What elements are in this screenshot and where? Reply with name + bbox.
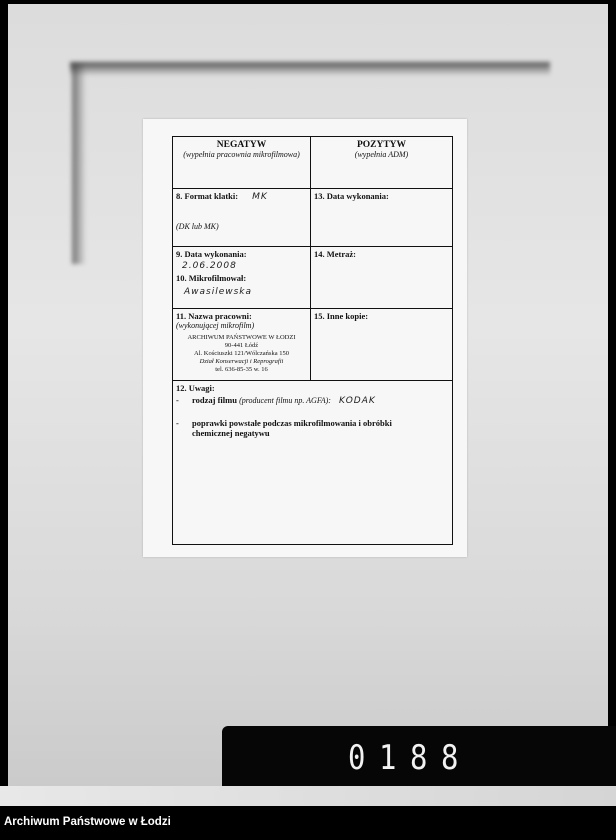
field-13-label: 13. Data wykonania: [314,191,389,201]
pozytyw-title: POZYTYW [356,140,407,150]
field-11-label: 11. Nazwa pracowni: [176,311,252,321]
pozytyw-subtitle: (wypełnia ADM) [354,150,409,159]
frame-number: 0188 [348,738,473,778]
field-9-label: 9. Data wykonania: [176,249,247,259]
uwagi-item-corrections [176,418,449,438]
field-8-cell [173,189,311,247]
field-10-value: Awasilewska [184,287,253,297]
field-15-cell [311,309,453,381]
stamp-line-2: 90-441 Łódź [224,342,259,349]
field-8-label: 8. Format klatki: [176,191,239,201]
field-12-cell [173,381,453,545]
uwagi-item-film [176,395,449,406]
field-9-10-cell [173,247,311,309]
field-14-cell [311,247,453,309]
field-9-value: 2.06.2008 [182,261,237,271]
scan-shadow-vertical [72,64,86,264]
stamp-line-4: Dział Konserwacji i Reprografii [199,358,284,365]
negatyw-title: NEGATYW [216,140,267,150]
archive-footer-label: Archiwum Państwowe w Łodzi [4,816,171,828]
film-edge-bar [0,786,616,806]
uwagi-film-label: rodzaj filmu [192,395,237,405]
negatyw-subtitle: (wypełnia pracownia mikrofilmowa) [183,150,300,159]
field-14-label: 14. Metraż: [314,249,357,259]
stamp-line-5: tel. 636-85-35 w. 16 [215,366,268,373]
negatyw-header-cell [173,137,311,189]
field-12-label: 12. Uwagi: [176,383,215,393]
field-11-cell [173,309,311,381]
field-15-label: 15. Inne kopie: [314,311,369,321]
field-8-value: MK [252,192,268,202]
uwagi-film-hint: (producent filmu np. AGFA): [239,396,331,405]
pozytyw-header-cell [311,137,453,189]
stamp-line-3: Al. Kościuszki 121/Wólczańska 150 [194,350,289,357]
uwagi-film-value: KODAK [339,396,376,406]
uwagi-dash-2: - [176,418,179,428]
microfilm-record-card [143,119,467,557]
stamp-line-1: ARCHIWUM PAŃSTWOWE W ŁODZI [187,334,296,341]
uwagi-corrections-label: poprawki powstałe podczas mikrofilmowania i obróbki chemicznej negatywu [192,418,392,438]
record-form-table [172,136,453,545]
scan-shadow [70,62,550,76]
field-13-cell [311,189,453,247]
field-11-subtitle: (wykonującej mikrofilm) [176,321,255,330]
field-10-label: 10. Mikrofilmował: [176,273,247,283]
archive-stamp [176,334,307,374]
uwagi-dash-1: - [176,395,179,405]
field-8-hint: (DK lub MK) [176,222,219,231]
